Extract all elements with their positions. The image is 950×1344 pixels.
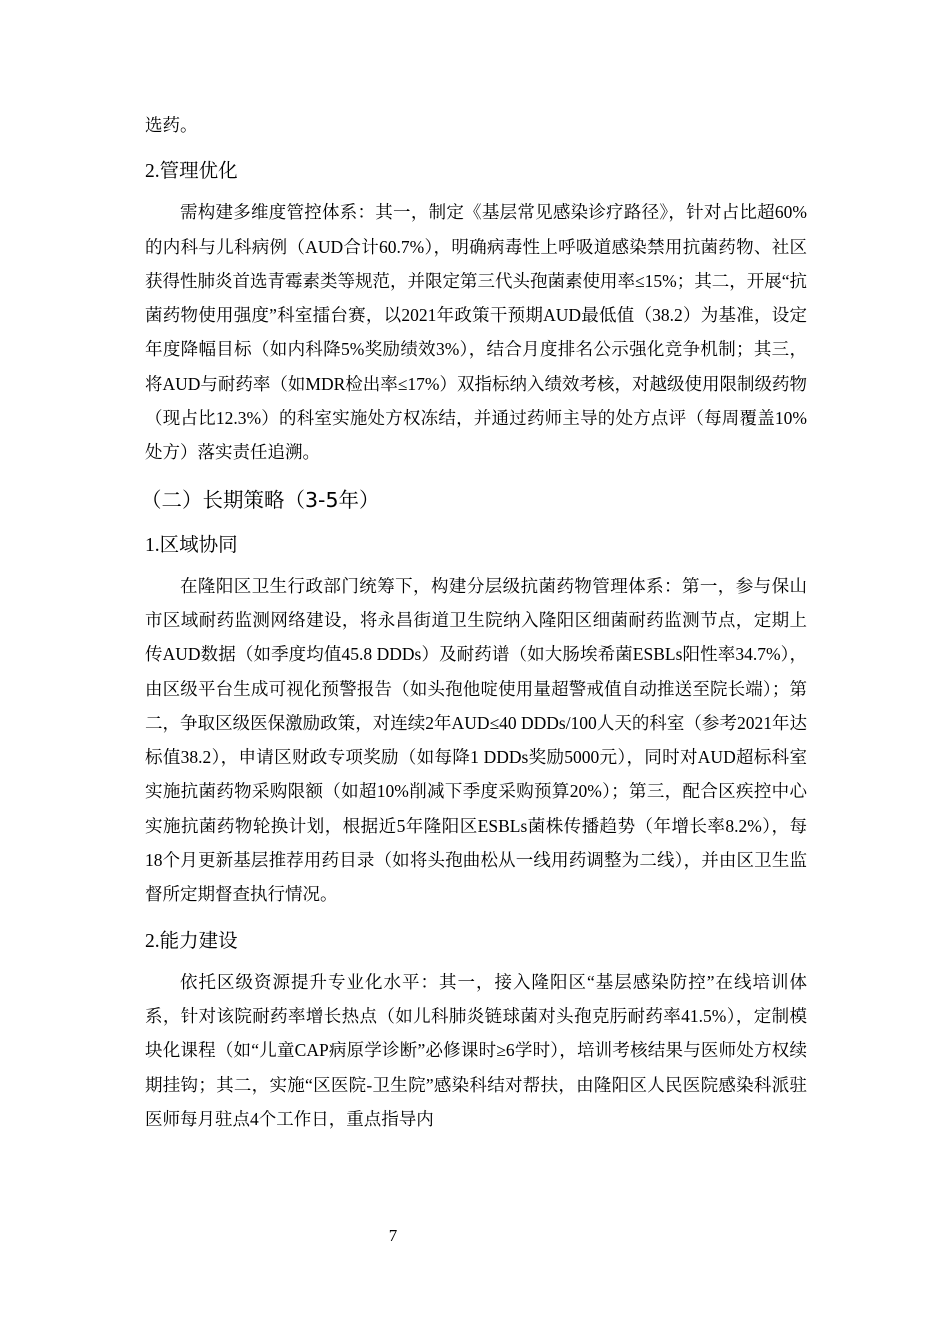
chapter-heading-long-term: （二）长期策略（3-5年） xyxy=(141,487,380,512)
page-number-text: 7 xyxy=(388,1226,398,1245)
paragraph-management: 需构建多维度管控体系：其一，制定《基层常见感染诊疗路径》，针对占比超60%的内科与儿科病例（AUD合计60.7%），明确病毒性上呼吸道感染禁用抗菌药物、社区获得性肺炎首选青霉素类等规范，并限定第三代头孢菌素使用率≤15%；其二，开展“抗菌药物使用强度”科室擂台赛，以2021年政策干预期AUD最低值（38.2）为基准，设定年度降幅目标（如内科降5%奖励绩效3%），结合月度排名公示强化竞争机制；其三，将AUD与耐药率（如MDR检出率≤17%）双指标纳入绩效考核，对越级使用限制级药物（现占比12.3%）的科室实施处方权冻结，并通过药师主导的处方点评（每周覆盖10%处方）落实责任追溯。 xyxy=(145,202,807,463)
lead-text: 选药。 xyxy=(145,115,198,135)
page-number xyxy=(0,1226,800,1246)
section-heading-management xyxy=(145,156,807,187)
section-title: 能力建设 xyxy=(159,928,238,952)
section-number: 2. xyxy=(145,930,160,952)
section-number: 2. xyxy=(145,161,160,183)
section-number: 1. xyxy=(145,534,160,556)
section-title: 区域协同 xyxy=(159,532,238,556)
section-heading-regional xyxy=(145,530,807,561)
paragraph-capacity: 依托区级资源提升专业化水平：其一，接入隆阳区“基层感染防控”在线培训体系，针对该院耐药率增长热点（如儿科肺炎链球菌对头孢克肟耐药率41.5%），定制模块化课程（如“儿童CAP病原学诊断”必修课时≥6学时），培训考核结果与医师处方权续期挂钩；其二，实施“区医院-卫生院”感染科结对帮扶，由隆阳区人民医院感染科派驻医师每月驻点4个工作日，重点指导内 xyxy=(145,971,807,1129)
section-title: 管理优化 xyxy=(159,159,238,183)
document-body xyxy=(141,108,807,1136)
paragraph-regional: 在隆阳区卫生行政部门统筹下，构建分层级抗菌药物管理体系：第一，参与保山市区域耐药监测网络建设，将永昌街道卫生院纳入隆阳区细菌耐药监测节点，定期上传AUD数据（如季度均值45.8 DDDs）及耐药谱（如大肠埃希菌ESBLs阳性率34.7%），由区级平台生成可视化预警报告（如头孢他啶使用量超警戒值自动推送至院长端）；第二，争取区级医保激励政策，对连续2年AUD≤40 DDDs/100人天的科室（参考2021年达标值38.2），申请区财政专项奖励（如每降1 DDDs奖励5000元），同时对AUD超标科室实施抗菌药物采购限额（如超10%削减下季度采购预算20%）；第三，配合区疾控中心实施抗菌药物轮换计划，根据近5年隆阳区ESBLs菌株传播趋势（年增长率8.2%），每18个月更新基层推荐用药目录（如将头孢曲松从一线用药调整为二线），并由区卫生监督所定期督查执行情况。 xyxy=(145,575,807,905)
section-heading-capacity xyxy=(145,926,807,957)
